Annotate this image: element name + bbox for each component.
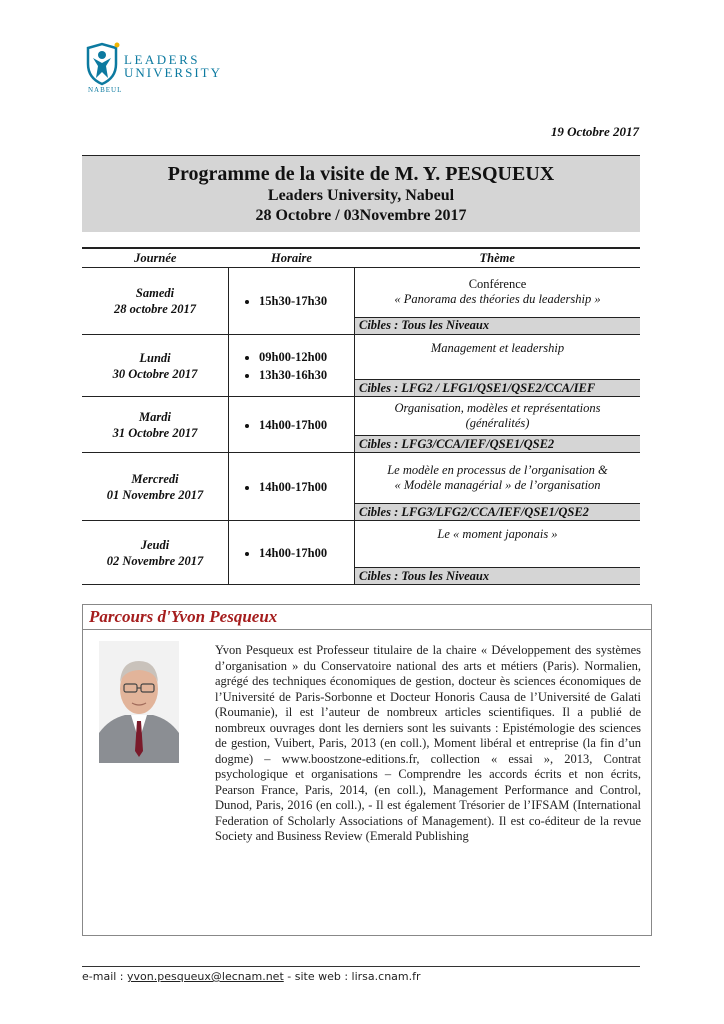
bio-text: Yvon Pesqueux est Professeur titulaire de la chaire « Développement des systèmes d’organisation » du Conservatoire national des arts et métiers (Paris). Normalien, agrégé des techniques économiques de gestion, docteur ès sciences économiques de l’Université de Paris-Sorbonne et Docteur Honoris Causa de l’Université de Galati (Roumanie), il est l’auteur de nombreux articles scientifiques. Il a publié de nombreux ouvrages dont les derniers sont les suivants : Epistémologie des sciences de gestion, Vuibert, Paris, 2013 (en coll.), Moment libéral et entreprise (la fin d’un dogme) – www.boostzone-editions.fr, collection « essai », 2013, Contrat psychologique et organisations – Comprendre les accords écrits et non écrits, Pearson France, Paris, 2014, (en coll.), Management Performance and Control, Dunod, Paris, 2016 (en coll.), - Il est également Trésorier de l’IFSAM (International Federation of Scholarly Associations of Management). Il est co-éditeur de la revue Society and Business Review (Emerald Publishing <box>215 643 641 843</box>
time-cell <box>229 453 355 521</box>
footer-divider <box>82 966 640 967</box>
day-cell <box>82 521 229 585</box>
page-title: Programme de la visite de M. Y. PESQUEUX <box>167 163 555 185</box>
day-date: 30 Octobre 2017 <box>112 366 198 381</box>
theme-cell <box>355 335 641 380</box>
day-name: Mardi <box>139 409 171 424</box>
target-audience: Cibles : LFG3/LFG2/CCA/IEF/QSE1/QSE2 <box>355 504 641 521</box>
theme-line: « Panorama des théories du leadership » <box>394 292 601 307</box>
page-subtitle-location: Leaders University, Nabeul <box>267 187 455 204</box>
day-date: 31 Octobre 2017 <box>112 425 198 440</box>
theme-cell <box>355 397 641 436</box>
time-cell <box>229 521 355 585</box>
day-name: Jeudi <box>140 537 170 552</box>
logo-text-university: UNIVERSITY <box>124 65 222 80</box>
theme-cell <box>355 453 641 504</box>
time-slot: • 15h30-17h30 <box>259 292 354 310</box>
logo-text-leaders: LEADERS <box>124 52 200 67</box>
header-journee: Journée <box>82 248 229 268</box>
theme-line: Management et leadership <box>430 341 565 355</box>
time-slot: • 13h30-16h30 <box>259 366 354 384</box>
table-row <box>82 453 640 504</box>
logo-text-city: NABEUL <box>88 86 123 94</box>
university-logo <box>84 42 234 94</box>
footer <box>82 970 421 983</box>
time-cell <box>229 397 355 453</box>
time-slot: • 14h00-17h00 <box>259 544 354 562</box>
time-slot: • 09h00-12h00 <box>259 348 354 366</box>
bio-divider <box>83 629 651 630</box>
theme-line: Le « moment japonais » <box>437 527 558 541</box>
footer-email-link[interactable]: yvon.pesqueux@lecnam.net <box>127 970 284 983</box>
bio-title: Parcours d'Yvon Pesqueux <box>89 607 278 626</box>
footer-web-link[interactable]: lirsa.cnam.fr <box>351 970 421 983</box>
header-theme: Thème <box>355 248 641 268</box>
title-block <box>82 155 640 232</box>
table-row <box>82 397 640 436</box>
document-date: 19 Octobre 2017 <box>550 124 639 139</box>
portrait-image <box>99 641 179 763</box>
footer-email-label: e-mail : <box>82 970 128 983</box>
theme-line: « Modèle managérial » de l’organisation <box>394 478 601 492</box>
time-cell <box>229 268 355 335</box>
bio-section <box>82 604 652 936</box>
footer-web-label: - site web : <box>283 970 352 983</box>
target-audience: Cibles : Tous les Niveaux <box>355 568 641 585</box>
header-horaire: Horaire <box>229 248 355 268</box>
time-slot: • 14h00-17h00 <box>259 416 354 434</box>
time-cell <box>229 335 355 397</box>
theme-cell <box>355 268 641 318</box>
theme-line: (généralités) <box>465 416 530 430</box>
table-row <box>82 335 640 380</box>
day-cell <box>82 453 229 521</box>
day-date: 28 octobre 2017 <box>114 302 196 316</box>
table-row <box>82 268 640 318</box>
page-subtitle-dates: 28 Octobre / 03Novembre 2017 <box>255 207 467 224</box>
day-cell <box>82 268 229 335</box>
day-name: Mercredi <box>131 471 179 486</box>
logo-emblem-icon <box>84 42 120 86</box>
theme-line: Conférence <box>468 277 527 292</box>
target-audience: Cibles : LFG3/CCA/IEF/QSE1/QSE2 <box>355 436 641 453</box>
time-slot: • 14h00-17h00 <box>259 478 354 496</box>
theme-line: Organisation, modèles et représentations <box>394 401 601 415</box>
theme-line: Le modèle en processus de l’organisation & <box>387 463 608 477</box>
day-name: Samedi <box>135 286 175 300</box>
schedule-table <box>82 247 640 585</box>
day-cell <box>82 335 229 397</box>
day-name: Lundi <box>139 350 171 365</box>
day-cell <box>82 397 229 453</box>
target-audience: Cibles : LFG2 / LFG1/QSE1/QSE2/CCA/IEF <box>355 380 641 397</box>
table-header-row <box>82 248 640 268</box>
day-date: 02 Novembre 2017 <box>106 553 204 568</box>
target-audience: Cibles : Tous les Niveaux <box>355 317 641 334</box>
day-date: 01 Novembre 2017 <box>106 487 204 502</box>
theme-cell <box>355 521 641 568</box>
portrait-photo <box>99 641 179 763</box>
table-row <box>82 521 640 568</box>
